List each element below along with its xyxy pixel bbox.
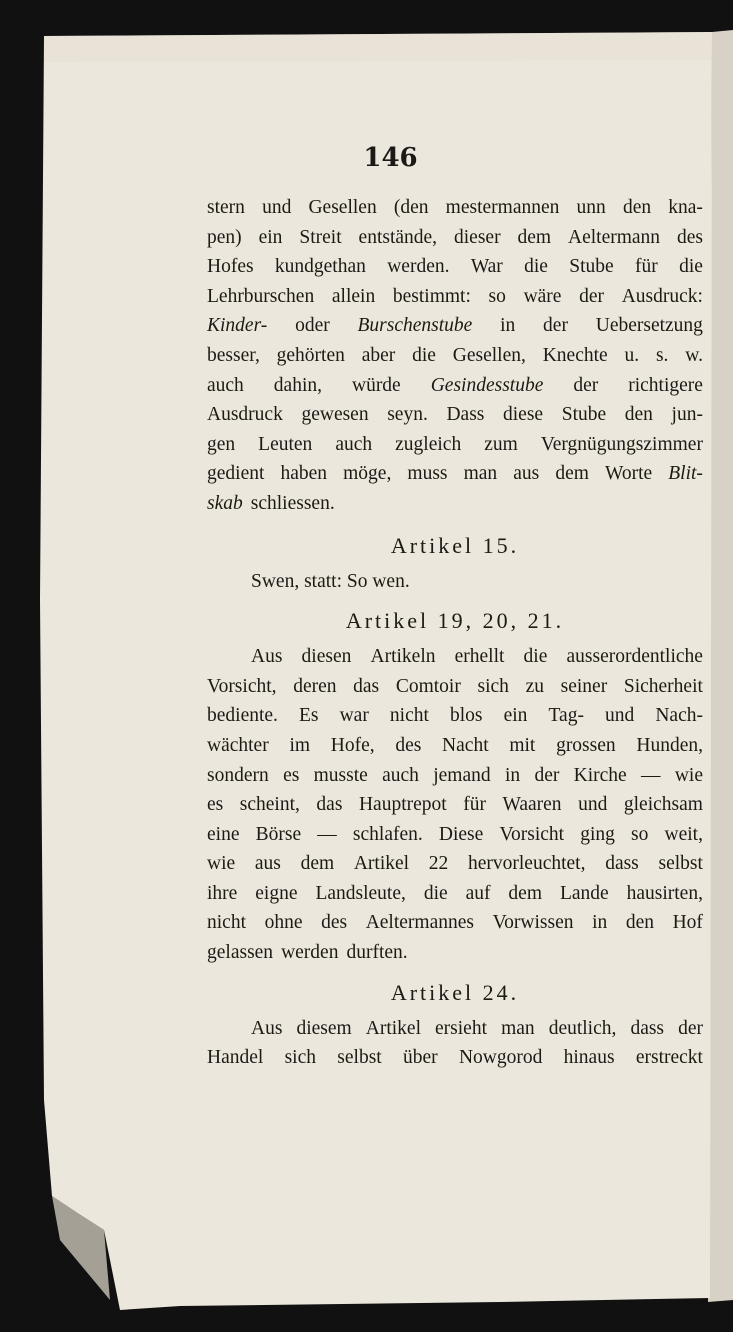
word: grossen xyxy=(556,734,616,756)
word: Aus xyxy=(251,1017,283,1039)
word: allein xyxy=(331,285,376,307)
word: (den xyxy=(393,197,429,218)
text-line xyxy=(207,849,703,879)
word: wie xyxy=(207,853,236,875)
word: hausirten, xyxy=(626,882,703,904)
word: Nach- xyxy=(655,705,703,727)
word: die xyxy=(679,256,703,278)
word: Tag- xyxy=(548,705,584,727)
word: Börse xyxy=(255,823,302,845)
word: jun- xyxy=(671,404,703,426)
word: Gesindesstube xyxy=(430,374,544,396)
word: gewesen xyxy=(301,404,369,426)
word: das xyxy=(316,794,343,816)
page-number: 146 xyxy=(363,143,418,173)
heading-artikel-24: Artikel 24. xyxy=(390,979,520,1005)
word: ohne xyxy=(264,912,303,934)
word: deren xyxy=(293,675,337,697)
word: auf xyxy=(465,882,491,904)
page-text xyxy=(207,193,703,1073)
word: Artikel xyxy=(353,853,410,875)
text-line xyxy=(207,908,703,938)
word: im xyxy=(289,734,311,756)
text-line xyxy=(207,761,703,791)
word: gleichsam xyxy=(623,794,703,816)
word: würde xyxy=(351,374,401,396)
word: jemand xyxy=(433,764,491,786)
word: seyn. xyxy=(387,404,428,426)
word: Kinder- xyxy=(207,315,268,337)
text-line xyxy=(207,879,703,909)
word: Dass xyxy=(446,404,485,426)
word: Gesellen, xyxy=(452,344,526,366)
word: schlafen. xyxy=(352,823,423,845)
word: dem xyxy=(508,882,542,904)
word: aber xyxy=(361,344,396,366)
word: nicht xyxy=(389,705,429,727)
word: erhellt xyxy=(454,646,505,668)
word: auch xyxy=(207,374,244,396)
word: Lande xyxy=(559,882,609,904)
word: des xyxy=(321,912,348,934)
word: der xyxy=(543,315,568,337)
word: Handel xyxy=(207,1047,264,1069)
word: sich xyxy=(477,675,509,697)
text-line xyxy=(207,252,703,282)
word: seiner xyxy=(560,675,608,697)
word: in xyxy=(500,315,516,337)
word: der xyxy=(678,1017,703,1039)
word: Stube xyxy=(569,256,614,278)
word: weit, xyxy=(664,823,703,845)
word: den xyxy=(625,912,654,934)
word: Stube xyxy=(561,404,607,426)
text-line xyxy=(207,1043,703,1073)
word: wie xyxy=(674,764,703,786)
word: die xyxy=(523,646,548,668)
word: auch xyxy=(335,433,373,455)
word: richtigere xyxy=(628,374,703,396)
word: oder xyxy=(295,315,330,337)
word: aus xyxy=(254,853,281,875)
heading-artikel-15: Artikel 15. xyxy=(390,532,520,558)
word: erstreckt xyxy=(635,1047,703,1069)
line-artikel-15: Swen, statt: So wen. xyxy=(251,570,410,592)
word: Knechte xyxy=(542,344,608,366)
word: stern xyxy=(207,197,245,218)
word: Artikel xyxy=(365,1017,421,1039)
word: ging xyxy=(580,823,615,845)
word: Gesellen xyxy=(308,197,377,218)
word: wächter xyxy=(207,734,269,756)
word: Leuten xyxy=(258,433,313,455)
word: Nacht xyxy=(442,734,489,756)
word: das xyxy=(353,675,380,697)
word: möge, xyxy=(343,463,392,485)
word: Comtoir xyxy=(395,675,461,697)
word: Kirche xyxy=(573,764,627,786)
word: eigne xyxy=(255,882,298,904)
text-line xyxy=(207,459,703,489)
text-line xyxy=(207,400,703,430)
word: und xyxy=(605,705,635,727)
word: des xyxy=(677,226,703,248)
word: Ausdruck: xyxy=(621,285,703,307)
word: werden. xyxy=(387,256,450,278)
word: die xyxy=(423,882,448,904)
word: dass xyxy=(605,853,639,875)
text-line xyxy=(207,820,703,850)
word: War xyxy=(470,256,503,278)
word: in xyxy=(592,912,608,934)
word: für xyxy=(463,794,486,816)
word: dem xyxy=(300,853,335,875)
word: dem xyxy=(517,226,552,248)
word: ausserordentliche xyxy=(566,646,703,668)
word: in xyxy=(504,764,521,786)
word: und xyxy=(578,794,608,816)
word: w. xyxy=(685,344,703,366)
word: Streit xyxy=(299,226,342,248)
word: zu xyxy=(525,675,544,697)
text-line xyxy=(207,938,703,968)
word: der xyxy=(573,374,599,396)
word: den xyxy=(622,197,652,218)
word: u. xyxy=(624,344,640,366)
word: ein xyxy=(258,226,283,248)
word: kna- xyxy=(668,197,703,218)
word: dem xyxy=(555,463,589,485)
text-line xyxy=(207,223,703,253)
text-line xyxy=(207,790,703,820)
text-line xyxy=(207,193,703,223)
word: muss xyxy=(407,463,448,485)
word: gelassen xyxy=(207,942,274,964)
word: pen) xyxy=(207,226,242,248)
word: entstände, xyxy=(358,226,438,248)
word: besser, xyxy=(207,344,260,366)
word: wäre xyxy=(523,285,562,307)
word: es xyxy=(283,764,300,786)
word: 22 xyxy=(428,853,449,875)
word: mestermannen xyxy=(445,197,560,218)
word: gen xyxy=(207,433,236,455)
word: dieser xyxy=(454,226,501,248)
word: Hof xyxy=(672,912,703,934)
word: sondern xyxy=(207,764,269,786)
word: schliessen. xyxy=(250,492,335,514)
word: Burschenstube xyxy=(357,315,473,337)
word: selbst xyxy=(337,1047,382,1069)
word: durften. xyxy=(346,942,408,964)
word: musste xyxy=(313,764,368,786)
word: die xyxy=(412,344,436,366)
word: die xyxy=(524,256,548,278)
word: Vorsicht xyxy=(499,823,565,845)
word: auch xyxy=(382,764,419,786)
paragraph-block-2 xyxy=(207,642,703,968)
word: Ausdruck xyxy=(207,404,283,426)
word: Aeltermannes xyxy=(365,912,474,934)
word: hinaus xyxy=(563,1047,615,1069)
text-line xyxy=(207,672,703,702)
word: diese xyxy=(503,404,544,426)
word: Uebersetzung xyxy=(595,315,703,337)
word: der xyxy=(534,764,560,786)
word: diesen xyxy=(301,646,352,668)
word: eine xyxy=(207,823,240,845)
word: zum xyxy=(484,433,518,455)
word: Aeltermann xyxy=(568,226,661,248)
word: dass xyxy=(630,1017,665,1039)
heading-artikel-19-20-21: Artikel 19, 20, 21. xyxy=(345,608,565,634)
word: des xyxy=(395,734,422,756)
text-line xyxy=(207,341,703,371)
word: gehörten xyxy=(276,344,345,366)
word: Diese xyxy=(438,823,484,845)
word: ersieht xyxy=(435,1017,488,1039)
word: dahin, xyxy=(273,374,322,396)
word: man xyxy=(463,463,498,485)
word: den xyxy=(624,404,653,426)
word: Artikeln xyxy=(370,646,436,668)
word: Hunden, xyxy=(636,734,703,756)
word: deutlich, xyxy=(548,1017,617,1039)
word: Nowgorod xyxy=(458,1047,543,1069)
text-line xyxy=(207,701,703,731)
word: zugleich xyxy=(395,433,462,455)
word: war xyxy=(339,705,369,727)
word: Blit- xyxy=(668,463,703,485)
word: s. xyxy=(655,344,669,366)
word: Landsleute, xyxy=(315,882,406,904)
word: bestimmt: xyxy=(392,285,471,307)
word: Lehrburschen xyxy=(207,285,315,307)
word: Es xyxy=(299,705,319,727)
word: man xyxy=(501,1017,535,1039)
word: Hofes xyxy=(207,256,254,278)
word: so xyxy=(488,285,506,307)
word: scheint, xyxy=(239,794,300,816)
word: hervorleuchtet, xyxy=(467,853,586,875)
word: unn xyxy=(576,197,606,218)
word: haben xyxy=(280,463,328,485)
text-line xyxy=(207,1014,703,1044)
word: Aus xyxy=(251,646,283,668)
word: gedient xyxy=(207,463,265,485)
word: Waaren xyxy=(502,794,562,816)
text-line xyxy=(207,371,703,401)
word: nicht xyxy=(207,912,246,934)
word: Worte xyxy=(604,463,653,485)
text-line xyxy=(207,311,703,341)
word: sich xyxy=(284,1047,317,1069)
word: ihre xyxy=(207,882,238,904)
word: blos xyxy=(449,705,483,727)
word: bediente. xyxy=(207,705,278,727)
text-line xyxy=(207,430,703,460)
word: für xyxy=(635,256,658,278)
word: Vorwissen xyxy=(492,912,574,934)
word: über xyxy=(403,1047,438,1069)
text-line xyxy=(207,282,703,312)
word: Hofe, xyxy=(330,734,375,756)
text-line xyxy=(207,731,703,761)
word: diesem xyxy=(296,1017,352,1039)
text-line xyxy=(207,489,703,519)
word: Vorsicht, xyxy=(207,675,277,697)
word: mit xyxy=(509,734,536,756)
word: aus xyxy=(513,463,540,485)
word: Sicherheit xyxy=(623,675,703,697)
text-line xyxy=(207,642,703,672)
word: — xyxy=(641,764,661,786)
word: es xyxy=(207,794,224,816)
paragraph-block-3 xyxy=(207,1014,703,1073)
word: selbst xyxy=(658,853,703,875)
word: skab xyxy=(207,492,243,514)
word: werden xyxy=(281,942,339,964)
word: und xyxy=(262,197,292,218)
word: Vergnügungszimmer xyxy=(540,433,703,455)
word: Hauptrepot xyxy=(358,794,447,816)
word: — xyxy=(317,823,337,845)
word: so xyxy=(631,823,649,845)
paragraph-block-1 xyxy=(207,193,703,519)
word: kundgethan xyxy=(274,256,366,278)
word: der xyxy=(579,285,605,307)
word: ein xyxy=(503,705,528,727)
